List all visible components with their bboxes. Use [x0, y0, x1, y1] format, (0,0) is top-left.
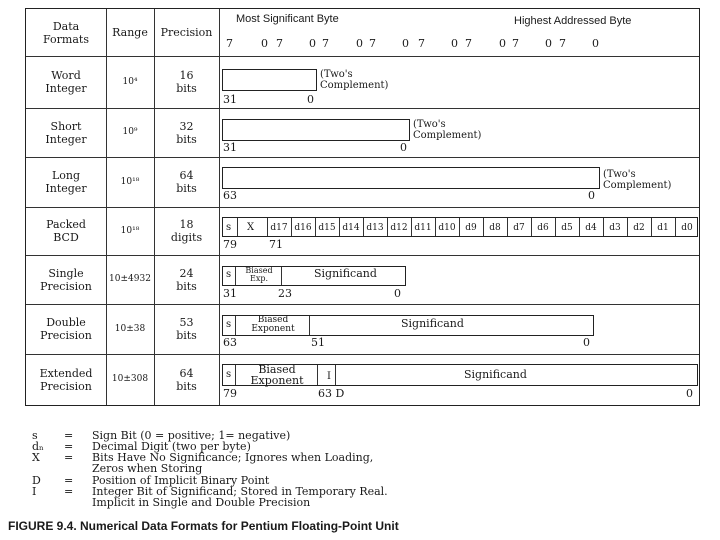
- row-range: 10⁴: [122, 76, 138, 87]
- header-bit-label: 7: [465, 37, 472, 50]
- row-range: 10¹⁸: [120, 225, 140, 236]
- double-sign: s: [226, 319, 232, 330]
- bcd-digit: d11: [414, 223, 432, 233]
- legend-description: Decimal Digit (two per byte): [92, 440, 251, 453]
- bcd-digit: d7: [513, 223, 525, 233]
- row-format: Double Precision: [40, 316, 92, 342]
- header-bit-label: 7: [512, 37, 519, 50]
- header-bit-label: 7: [369, 37, 376, 50]
- header-range: Range: [112, 26, 148, 39]
- single-sign: s: [226, 269, 232, 280]
- legend-description: Position of Implicit Binary Point: [92, 474, 270, 487]
- bit-label: 31: [223, 141, 237, 154]
- row-precision: 18 digits: [170, 218, 203, 244]
- word-note: (Two's Complement): [320, 69, 389, 91]
- bcd-x: X: [247, 222, 255, 233]
- bcd-digit: d15: [318, 223, 336, 233]
- row-format: Single Precision: [40, 266, 92, 293]
- bcd-digit: d4: [585, 223, 597, 233]
- bcd-digit: d6: [537, 223, 549, 233]
- row-format: Short Integer: [45, 119, 87, 146]
- long-integer-field: [222, 167, 600, 189]
- row-range: 10±308: [111, 374, 149, 384]
- packed-bcd-field: [222, 217, 698, 237]
- row-format: Packed BCD: [46, 218, 86, 244]
- row-precision: 24 bits: [176, 266, 197, 293]
- row-range: 10±38: [114, 323, 146, 334]
- short-integer-field: [222, 119, 410, 141]
- row-format: Long Integer: [45, 169, 87, 195]
- bcd-digit: d3: [609, 223, 621, 233]
- bcd-digit: d13: [366, 223, 384, 233]
- bcd-digit: d17: [270, 223, 288, 233]
- legend-description: Integer Bit of Significand; Stored in Temporary Real. Implicit in Single and Double Precision: [92, 485, 388, 509]
- legend-symbol: D: [32, 474, 41, 487]
- bit-label: 23: [278, 287, 292, 300]
- header-bit-label: 0: [309, 37, 316, 50]
- legend-equals: =: [64, 485, 74, 498]
- row-precision: 64 bits: [176, 169, 197, 195]
- bit-label: 0: [583, 336, 590, 349]
- header-bit-label: 0: [356, 37, 363, 50]
- data-formats-table: [25, 8, 700, 406]
- short-note: (Two's Complement): [413, 119, 482, 141]
- legend-symbol: I: [32, 485, 37, 498]
- word-integer-field: [222, 69, 317, 91]
- bit-label: 63: [223, 336, 237, 349]
- legend-equals: =: [64, 429, 74, 442]
- bit-label: 51: [311, 336, 325, 349]
- single-significand: Significand: [314, 267, 377, 280]
- row-range: 10⁹: [122, 127, 138, 137]
- bit-label: 79: [223, 238, 237, 251]
- bcd-digit: d9: [465, 223, 477, 233]
- bcd-digit: d5: [561, 223, 573, 233]
- row-precision: 32 bits: [176, 119, 197, 146]
- bcd-digit: d10: [438, 223, 456, 233]
- legend-symbol: dₙ: [32, 440, 44, 453]
- legend-description: Sign Bit (0 = positive; 1= negative): [92, 429, 291, 442]
- header-bit-label: 7: [559, 37, 566, 50]
- header-bit-label: 7: [418, 37, 425, 50]
- header-bit-label: 7: [226, 37, 233, 50]
- legend-description: Bits Have No Significance; Ignores when Loading, Zeros when Storing: [92, 451, 374, 475]
- bcd-digit: d8: [489, 223, 501, 233]
- header-bit-label: 0: [592, 37, 599, 50]
- row-precision: 64 bits: [176, 366, 197, 393]
- bit-label: 0: [686, 387, 693, 400]
- bit-label: 0: [307, 93, 314, 106]
- row-format: Extended Precision: [39, 366, 93, 393]
- ext-integer-bit: I: [327, 371, 331, 382]
- header-bit-label: 0: [261, 37, 268, 50]
- bcd-digit: d1: [657, 223, 669, 233]
- bit-label: 79: [223, 387, 237, 400]
- legend-equals: =: [64, 440, 74, 453]
- header-bit-label: 0: [402, 37, 409, 50]
- ext-significand: Significand: [464, 368, 527, 381]
- row-precision: 16 bits: [176, 69, 197, 95]
- bcd-digit: d2: [633, 223, 645, 233]
- row-precision: 53 bits: [176, 316, 197, 342]
- header-bit-label: 7: [276, 37, 283, 50]
- row-range: 10¹⁸: [120, 176, 140, 187]
- header-bit-label: 0: [545, 37, 552, 50]
- long-note: (Two's Complement): [603, 169, 672, 191]
- bit-label: 71: [269, 238, 283, 251]
- bcd-digit: d16: [294, 223, 312, 233]
- bcd-sign: s: [226, 222, 232, 233]
- bit-label: 63 D: [318, 387, 345, 400]
- bit-label: 63: [223, 189, 237, 202]
- ext-sign: s: [226, 369, 232, 380]
- bit-label: 31: [223, 93, 237, 106]
- legend-equals: =: [64, 474, 74, 487]
- header-precision: Precision: [160, 26, 213, 39]
- bcd-digit: d14: [342, 223, 360, 233]
- legend-symbol: s: [32, 429, 38, 442]
- header-formats: Data Formats: [43, 19, 89, 46]
- header-bit-label: 7: [322, 37, 329, 50]
- single-exp: Biased Exp.: [245, 266, 273, 283]
- hab-label: Highest Addressed Byte: [514, 15, 632, 27]
- double-significand: Significand: [401, 317, 464, 330]
- bit-label: 0: [400, 141, 407, 154]
- legend-equals: =: [64, 451, 74, 464]
- bit-label: 0: [394, 287, 401, 300]
- bcd-digit: d0: [681, 223, 693, 233]
- header-bit-label: 0: [499, 37, 506, 50]
- msb-label: Most Significant Byte: [236, 13, 339, 25]
- legend-symbol: X: [32, 451, 40, 464]
- row-range: 10±4932: [109, 274, 151, 284]
- bcd-digit: d12: [390, 223, 408, 233]
- ext-exp: Biased Exponent: [250, 363, 304, 387]
- bit-label: 0: [588, 189, 595, 202]
- bit-label: 31: [223, 287, 237, 300]
- header-bit-label: 0: [451, 37, 458, 50]
- double-exp: Biased Exponent: [251, 315, 295, 334]
- row-format: Word Integer: [45, 69, 87, 95]
- figure-caption: FIGURE 9.4. Numerical Data Formats for Pentium Floating-Point Unit: [8, 519, 399, 533]
